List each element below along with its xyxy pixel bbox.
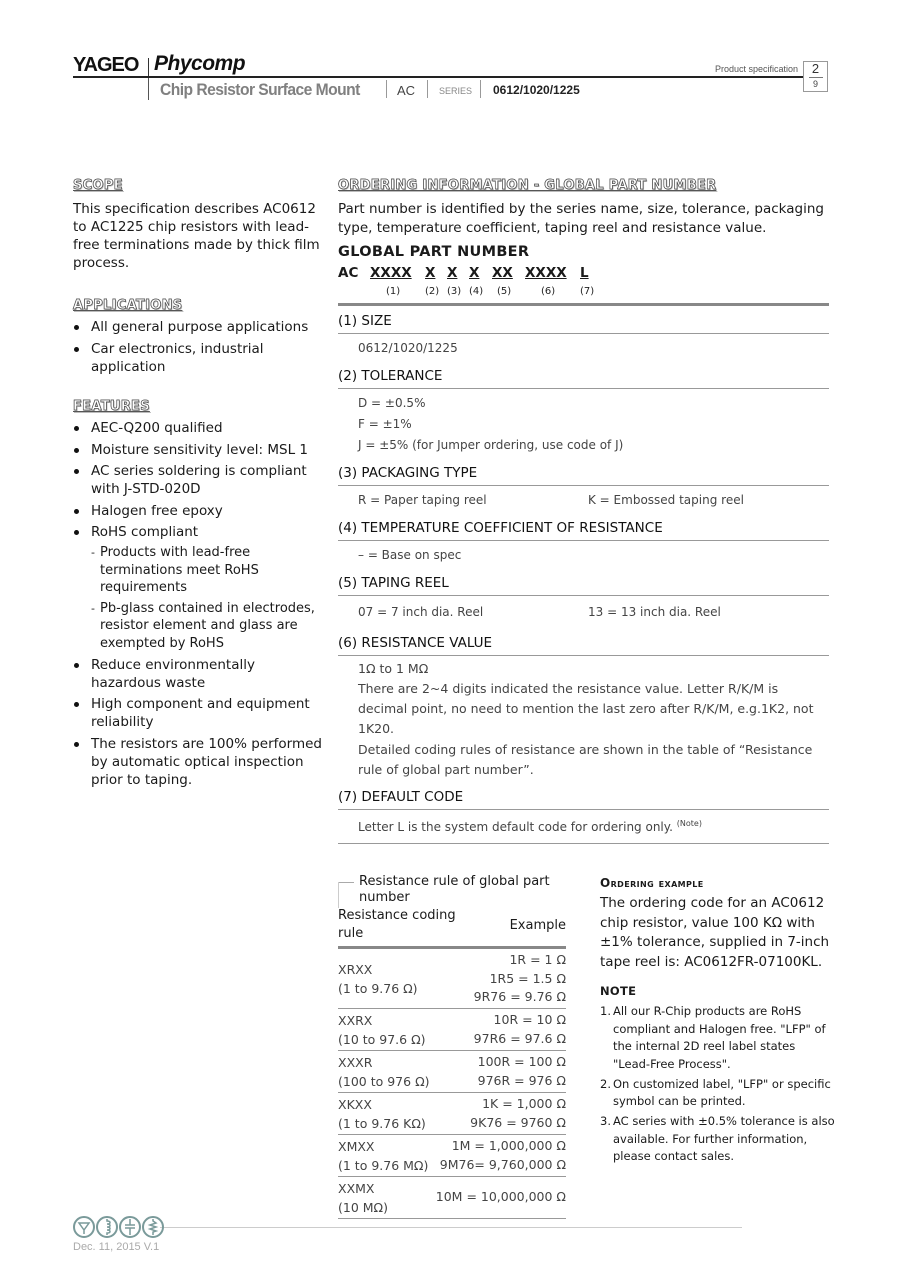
gpn-token: XXXX [370,265,412,281]
resistance-range: 1Ω to 1 MΩ [358,661,429,676]
tcr-heading: (4) TEMPERATURE COEFFICIENT OF RESISTANCE [338,520,829,541]
resistor-icon [142,1216,164,1238]
reel-heading: (5) TAPING REEL [338,575,829,596]
gpn-index: (3) [447,286,462,297]
table-row: XRXX (1 to 9.76 Ω) 1R = 1 Ω 1R5 = 1.5 Ω 9R76 = 9.76 Ω [338,949,566,1009]
ordering-example [600,876,835,1168]
gpn-token: X [447,265,458,281]
reel-values: 07 = 7 inch dia. Reel 13 = 13 inch dia. Reel [358,605,721,619]
applications-heading: APPLICATIONS [73,298,183,313]
list-item: Halogen free epoxy [73,502,323,520]
packaging-values: R = Paper taping reel K = Embossed taping reel [358,493,744,507]
tolerance-value: D = ±0.5% [358,396,426,410]
page-header [0,0,900,110]
packaging-heading: (3) PACKAGING TYPE [338,465,829,486]
gpn-index: (1) [386,286,401,297]
revision-date: Dec. 11, 2015 V.1 [73,1241,160,1253]
list-item: Car electronics, industrial application [73,340,323,376]
page-number-box [803,61,828,92]
left-column [73,178,323,792]
phycomp-logo: Phycomp [154,52,246,75]
capacitor-icon [119,1216,141,1238]
doc-type: Product specification [715,64,799,74]
gpn-index: (2) [425,286,440,297]
header-rule [73,76,803,78]
gpn-token: XX [492,265,513,281]
ordering-section [338,178,829,844]
table-header [338,907,566,949]
tolerance-value: F = ±1% [358,417,412,431]
table-row: XXRX (10 to 97.6 Ω) 10R = 10 Ω 97R6 = 97.6 Ω [338,1009,566,1051]
rohs-sublist [91,544,323,652]
series-code: AC [397,83,416,98]
gpn-index: (4) [469,286,484,297]
col-header-example: Example [509,917,566,933]
header-divider [480,80,481,98]
features-heading: FEATURES [73,399,150,414]
features-list [73,419,323,789]
scope-heading: SCOPE [73,178,123,193]
list-item: All general purpose applications [73,318,323,336]
series-sizes: 0612/1020/1225 [493,83,580,97]
table-row: XXMX (10 MΩ) 10M = 10,000,000 Ω [338,1177,566,1219]
list-item-rohs: RoHS compliant - Products with lead-free terminations meet RoHS requirements - Pb-glass contained in electrodes, resistor element and glass are exempted by RoHS [73,523,323,652]
size-heading: (1) SIZE [338,313,829,334]
ordering-example-heading: Ordering example [600,876,704,890]
footer-rule [160,1227,742,1228]
section-end-rule [338,843,829,844]
col-header-rule: Resistance coding rule [338,908,456,941]
resistance-p1: There are 2~4 digits indicated the resistance value. Letter R/K/M is decimal point, no need to mention the last zero after R/K/M, e.g.1K2, not 1K20. [358,681,814,736]
list-item: AEC-Q200 qualified [73,419,323,437]
gpn-index: (7) [580,286,595,297]
gpn-diagram [338,265,829,303]
note-ref: (Note) [676,819,702,828]
list-item: Reduce environmentally hazardous waste [73,656,323,692]
tolerance-value: J = ±5% (for Jumper ordering, use code of J) [358,438,624,452]
header-divider [427,80,428,98]
yageo-logo: YAGEO [73,54,139,76]
table-caption: Resistance rule of global part number [338,874,566,906]
page-number: 2 [811,61,820,76]
table-row: XXXR (100 to 976 Ω) 100R = 100 Ω 976R = 976 Ω [338,1051,566,1093]
size-value: 0612/1020/1225 [358,341,458,355]
applications-list [73,318,323,376]
product-title: Chip Resistor Surface Mount [160,80,360,99]
gpn-index: (6) [541,286,556,297]
note-item: 2. On customized label, "LFP" or specific symbol can be printed. [600,1076,831,1108]
header-vline [148,78,149,100]
default-code-value: Letter L is the system default code for ordering only. $^{(Note)}$ [358,819,702,834]
gpn-index: (5) [497,286,512,297]
list-item: Moisture sensitivity level: MSL 1 [73,441,323,459]
list-item: High component and equipment reliability [73,695,323,731]
header-divider [386,80,387,98]
resistance-p2: Detailed coding rules of resistance are shown in the table of “Resistance rule of global part number”. [358,742,813,777]
scope-text: This specification describes AC0612 to AC1225 chip resistors with lead-free terminations made by thick film process. [73,201,320,271]
gpn-token: AC [338,265,359,281]
note-item: 1. All our R-Chip products are RoHS compliant and Halogen free. "LFP" of the internal 2D reel label states "Lead-Free Process". [600,1004,826,1071]
ordering-example-text: The ordering code for an AC0612 chip resistor, value 100 KΩ with ±1% tolerance, supplied in 7-inch tape reel is: AC0612FR-07100KL. [600,895,830,970]
series-label: SERIES [439,86,473,96]
list-item: The resistors are 100% performed by automatic optical inspection prior to taping. [73,735,323,789]
note-heading: NOTE [600,984,637,998]
total-pages: 9 [812,79,818,89]
logo-divider [148,58,149,78]
thick-divider [338,303,829,306]
sub-item: - Pb-glass contained in electrodes, resistor element and glass are exempted by RoHS [91,600,323,653]
gpn-token: XXXX [525,265,567,281]
resistance-rule-table [338,874,566,1219]
sub-item: - Products with lead-free terminations meet RoHS requirements [91,544,323,597]
tolerance-heading: (2) TOLERANCE [338,368,829,389]
table-row: XMXX (1 to 9.76 MΩ) 1M = 1,000,000 Ω 9M76= 9,760,000 Ω [338,1135,566,1177]
note-item: 3. AC series with ±0.5% tolerance is also available. For further information, please contact sales. [600,1114,835,1163]
ordering-heading: ORDERING INFORMATION - GLOBAL PART NUMBER [338,178,717,193]
footer-component-icons [73,1216,164,1238]
antenna-icon [73,1216,95,1238]
tcr-value: – = Base on spec [358,548,462,562]
resistance-heading: (6) RESISTANCE VALUE [338,635,829,656]
table-row: XKXX (1 to 9.76 KΩ) 1K = 1,000 Ω 9K76 = 9760 Ω [338,1093,566,1135]
gpn-title: GLOBAL PART NUMBER [338,244,530,260]
gpn-token: L [580,265,589,281]
inductor-icon [96,1216,118,1238]
notes-list [600,1003,835,1166]
gpn-token: X [425,265,436,281]
gpn-token: X [469,265,480,281]
ordering-intro: Part number is identified by the series name, size, tolerance, packaging type, temperature coefficient, taping reel and resistance value. [338,201,824,236]
default-code-heading: (7) DEFAULT CODE [338,789,829,810]
list-item: AC series soldering is compliant with J-STD-020D [73,462,323,498]
